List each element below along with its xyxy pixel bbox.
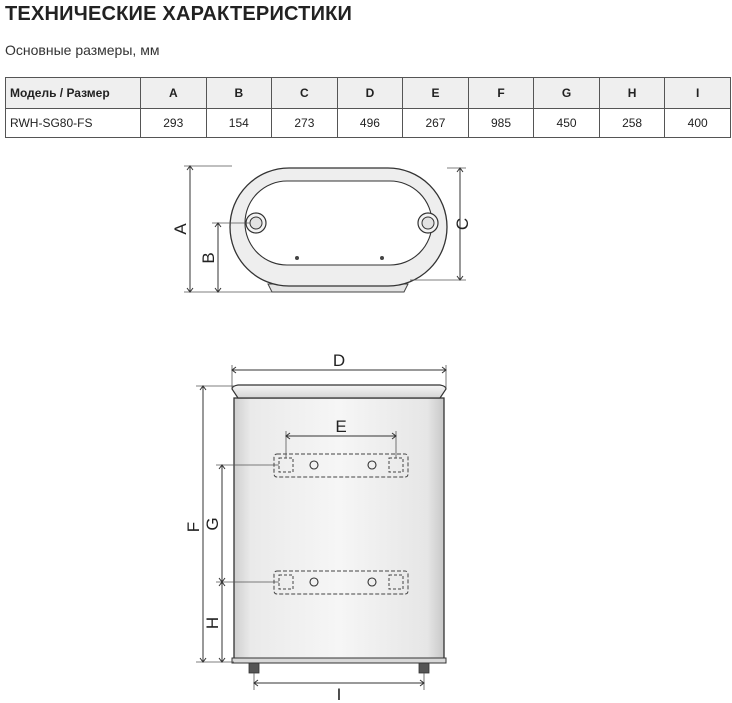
label-f: F xyxy=(184,521,203,533)
label-a: A xyxy=(171,223,190,235)
cell-c: 273 xyxy=(272,109,338,138)
cell-g: 450 xyxy=(534,109,600,138)
dimension-d xyxy=(232,351,446,388)
page-subtitle: Основные размеры, мм xyxy=(5,42,160,58)
header-model: Модель / Размер xyxy=(6,78,141,109)
label-d: D xyxy=(332,351,346,370)
dimension-i xyxy=(254,673,424,703)
cell-e: 267 xyxy=(403,109,469,138)
label-c: C xyxy=(453,217,472,231)
label-i: I xyxy=(336,685,342,703)
top-view-drawing xyxy=(171,166,472,292)
cell-f: 985 xyxy=(468,109,534,138)
cell-i: 400 xyxy=(665,109,731,138)
header-i: I xyxy=(665,78,731,109)
cell-b: 154 xyxy=(206,109,272,138)
header-g: G xyxy=(534,78,600,109)
header-h: H xyxy=(599,78,665,109)
label-e: E xyxy=(335,417,347,436)
header-a: A xyxy=(141,78,207,109)
header-c: C xyxy=(272,78,338,109)
cell-a: 293 xyxy=(141,109,207,138)
header-f: F xyxy=(468,78,534,109)
cell-h: 258 xyxy=(599,109,665,138)
header-e: E xyxy=(403,78,469,109)
dimension-h xyxy=(203,582,225,662)
cell-d: 496 xyxy=(337,109,403,138)
label-b: B xyxy=(199,252,218,264)
label-g: G xyxy=(203,517,222,531)
front-view-drawing xyxy=(184,351,446,703)
cell-model: RWH-SG80-FS xyxy=(6,109,141,138)
header-d: D xyxy=(337,78,403,109)
page-title: ТЕХНИЧЕСКИЕ ХАРАКТЕРИСТИКИ xyxy=(5,3,353,25)
header-b: B xyxy=(206,78,272,109)
label-h: H xyxy=(203,616,222,630)
